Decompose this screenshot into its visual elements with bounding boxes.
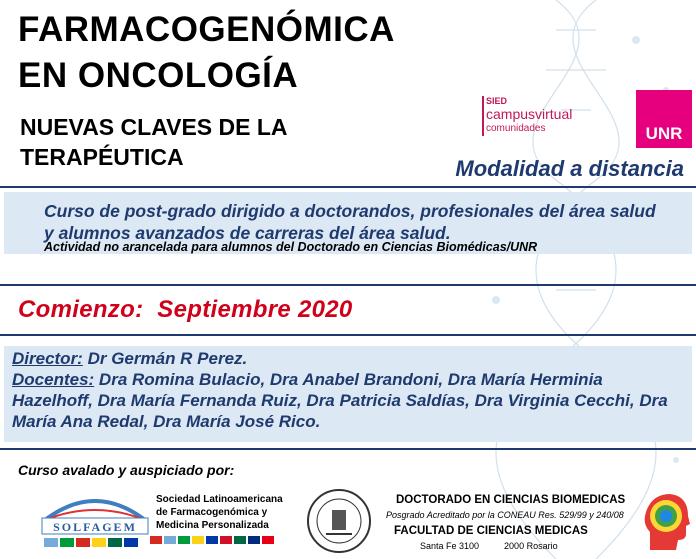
campusvirtual-logo-text: campusvirtual xyxy=(486,106,573,122)
divider-top xyxy=(0,186,696,188)
comunidades-logo-text: comunidades xyxy=(486,123,546,134)
doctorado-title: DOCTORADO EN CIENCIAS BIOMEDICAS xyxy=(396,494,626,506)
university-seal-icon xyxy=(306,488,372,554)
facultad-title: FACULTAD DE CIENCIAS MEDICAS xyxy=(394,525,588,537)
divider-middle-1 xyxy=(0,284,696,286)
director-name: Dr Germán R Perez. xyxy=(87,349,248,368)
divider-bottom xyxy=(0,448,696,450)
unr-logo: UNR xyxy=(636,90,692,148)
society-name: Sociedad Latinoamericana de Farmacogenómica y Medicina Personalizada xyxy=(156,494,283,531)
course-description: Curso de post-grado dirigido a doctorandos, profesionales del área salud y alumnos avanzados de carreras del área salud. xyxy=(44,201,656,243)
campus-logo-bar xyxy=(482,96,484,136)
facultad-address: Santa Fe 3100 2000 Rosario xyxy=(420,541,558,551)
title-line-2: EN ONCOLOGÍA xyxy=(18,56,299,95)
head-profile-icon xyxy=(640,490,692,554)
start-date: Comienzo: Septiembre 2020 xyxy=(18,296,353,323)
divider-middle-2 xyxy=(0,334,696,336)
flags-row xyxy=(150,532,290,552)
sied-logo-text: SIED xyxy=(486,96,508,106)
docentes-names: Dra Romina Bulacio, Dra Anabel Brandoni, Dra María Herminia Hazelhoff, Dra María Fernanda Ruiz, Dra Patricia Saldías, Dra Virginia Cecchi, Dra María Ana Redal, Dra María José Rico. xyxy=(12,370,668,431)
subtitle-line-1: NUEVAS CLAVES DE LA xyxy=(20,114,288,140)
title-line-1: FARMACOGENÓMICA xyxy=(18,10,395,49)
docentes-label: Docentes: xyxy=(12,370,95,389)
subtitle-line-2: TERAPÉUTICA xyxy=(20,144,184,170)
director-label: Director: xyxy=(12,349,83,368)
staff-list xyxy=(12,348,682,432)
dna-background-graphic xyxy=(436,0,696,559)
sponsor-heading: Curso avalado y auspiciado por: xyxy=(18,462,235,478)
solfagem-wordmark: SOLFAGEM xyxy=(53,520,137,534)
solfagem-logo xyxy=(40,490,150,552)
modalidad-label: Modalidad a distancia xyxy=(455,156,684,181)
doctorado-accreditation: Posgrado Acreditado por la CONEAU Res. 529/99 y 240/08 xyxy=(386,510,624,520)
activity-note: Actividad no arancelada para alumnos del Doctorado en Ciencias Biomédicas/UNR xyxy=(44,240,538,254)
